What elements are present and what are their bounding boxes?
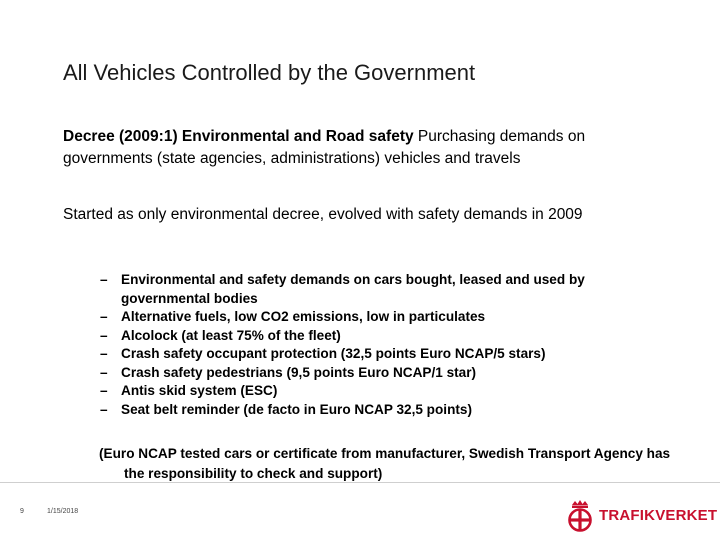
bullet-dash: – — [100, 346, 108, 361]
logo-wordmark: TRAFIKVERKET — [599, 506, 718, 524]
bullet-dash: – — [100, 272, 108, 287]
ncap-note: (Euro NCAP tested cars or certificate from manufacturer, Swedish Transport Agency has the responsibility to check and support) — [99, 446, 671, 481]
trafikverket-logo — [565, 496, 717, 534]
requirements-list — [96, 271, 676, 419]
list-item-text: Alcolock (at least 75% of the fleet) — [121, 327, 341, 343]
decree-paragraph — [63, 126, 663, 170]
bullet-dash: – — [100, 401, 108, 417]
decree-heading: Decree (2009:1) Environmental and Road safety — [63, 128, 414, 145]
bullet-dash: – — [100, 327, 108, 343]
list-item — [96, 345, 676, 364]
list-item — [96, 271, 676, 308]
list-item — [96, 382, 676, 401]
list-item-text: Seat belt reminder (de facto in Euro NCAP 32,5 points) — [121, 401, 472, 417]
list-item-text: Crash safety pedestrians (9,5 points Euro NCAP/1 star) — [121, 364, 477, 380]
list-item-text: Alternative fuels, low CO2 emissions, low in particulates — [121, 309, 486, 324]
list-item-text: Antis skid system (ESC) — [121, 383, 278, 398]
list-item — [96, 308, 676, 327]
list-item-text: Crash safety occupant protection (32,5 points Euro NCAP/5 stars) — [121, 346, 546, 361]
list-item-text: Environmental and safety demands on cars bought, leased and used by governmental bodies — [121, 272, 585, 306]
trafikverket-crown-emblem-icon — [565, 498, 595, 532]
footer-date: 1/15/2018 — [47, 508, 79, 515]
list-item — [96, 364, 676, 383]
bullet-dash: – — [100, 364, 108, 380]
footer-divider — [0, 482, 720, 483]
list-item — [96, 401, 676, 420]
decree-description: Purchasing demands on governments (state agencies, administrations) vehicles and travels — [63, 128, 586, 167]
slide-title: All Vehicles Controlled by the Government — [63, 60, 476, 85]
page-number: 9 — [20, 508, 24, 515]
list-item — [96, 327, 676, 346]
background-paragraph: Started as only environmental decree, evolved with safety demands in 2009 — [63, 206, 583, 223]
bullet-dash: – — [100, 383, 108, 398]
bullet-dash: – — [100, 309, 108, 324]
